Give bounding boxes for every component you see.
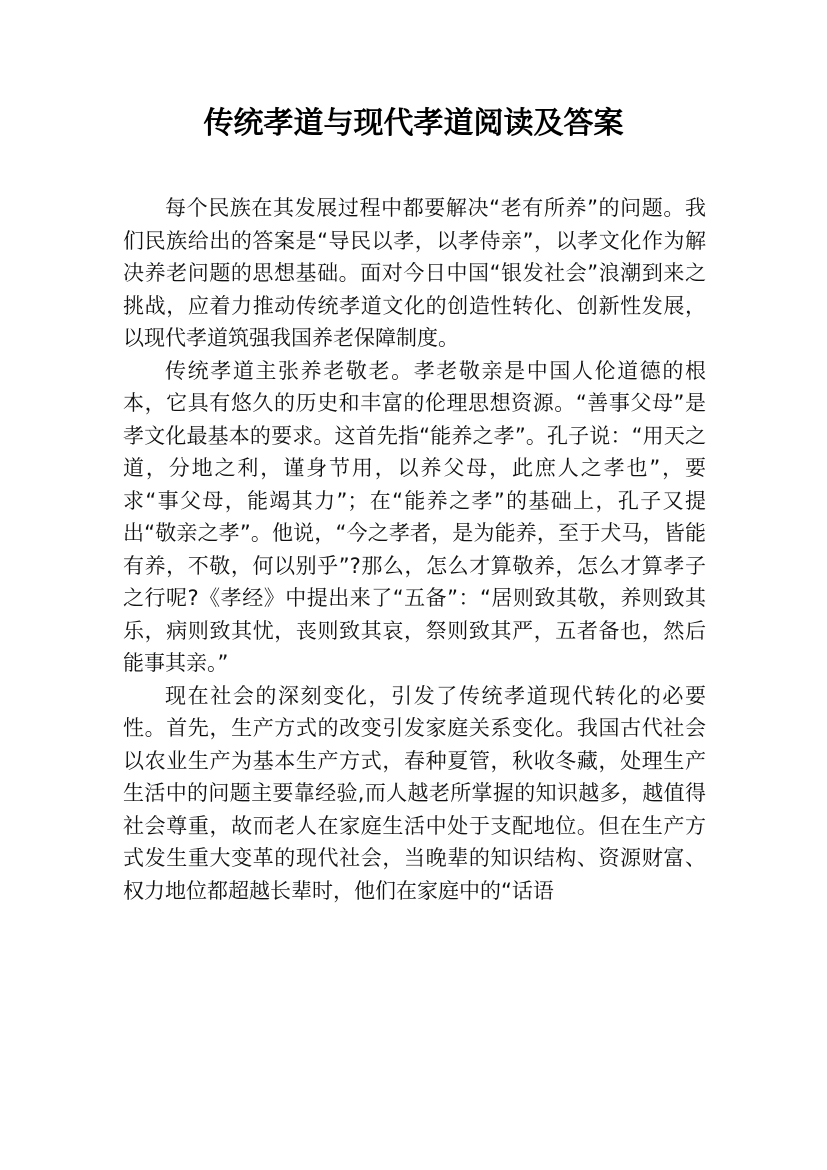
document-title: 传统孝道与现代孝道阅读及答案 <box>203 106 624 141</box>
paragraph-1: 每个民族在其发展过程中都要解决“老有所养”的问题。我们民族给出的答案是“导民以孝，以孝侍亲”，以孝文化作为解决养老问题的思想基础。面对今日中国“银发社会”浪潮到来之挑战，应着力推动传统孝道文化的创造性转化、创新性发展，以现代孝道筑强我国养老保障制度。 <box>123 196 706 350</box>
document-body <box>123 192 706 907</box>
paragraph-2: 传统孝道主张养老敬老。孝老敬亲是中国人伦道德的根本，它具有悠久的历史和丰富的伦理思想资源。“善事父母”是孝文化最基本的要求。这首先指“能养之孝”。孔子说：“用天之道，分地之利，谨身节用，以养父母，此庶人之孝也”，要求“事父母，能竭其力”；在“能养之孝”的基础上，孔子又提出“敬亲之孝”。他说，“今之孝者，是为能养，至于犬马，皆能有养，不敬，何以别乎”?那么，怎么才算敬养，怎么才算孝子之行呢?《孝经》中提出来了“五备”：“居则致其敬，养则致其乐，病则致其忧，丧则致其哀，祭则致其严，五者备也，然后能事其亲。” <box>123 358 706 675</box>
paragraph-3: 现在社会的深刻变化，引发了传统孝道现代转化的必要性。首先，生产方式的改变引发家庭关系变化。我国古代社会以农业生产为基本生产方式，春种夏管，秋收冬藏，处理生产生活中的问题主要靠经验,而人越老所掌握的知识越多，越值得社会尊重，故而老人在家庭生活中处于支配地位。但在生产方式发生重大变革的现代社会，当晚辈的知识结构、资源财富、权力地位都超越长辈时，他们在家庭中的“话语 <box>123 683 706 903</box>
